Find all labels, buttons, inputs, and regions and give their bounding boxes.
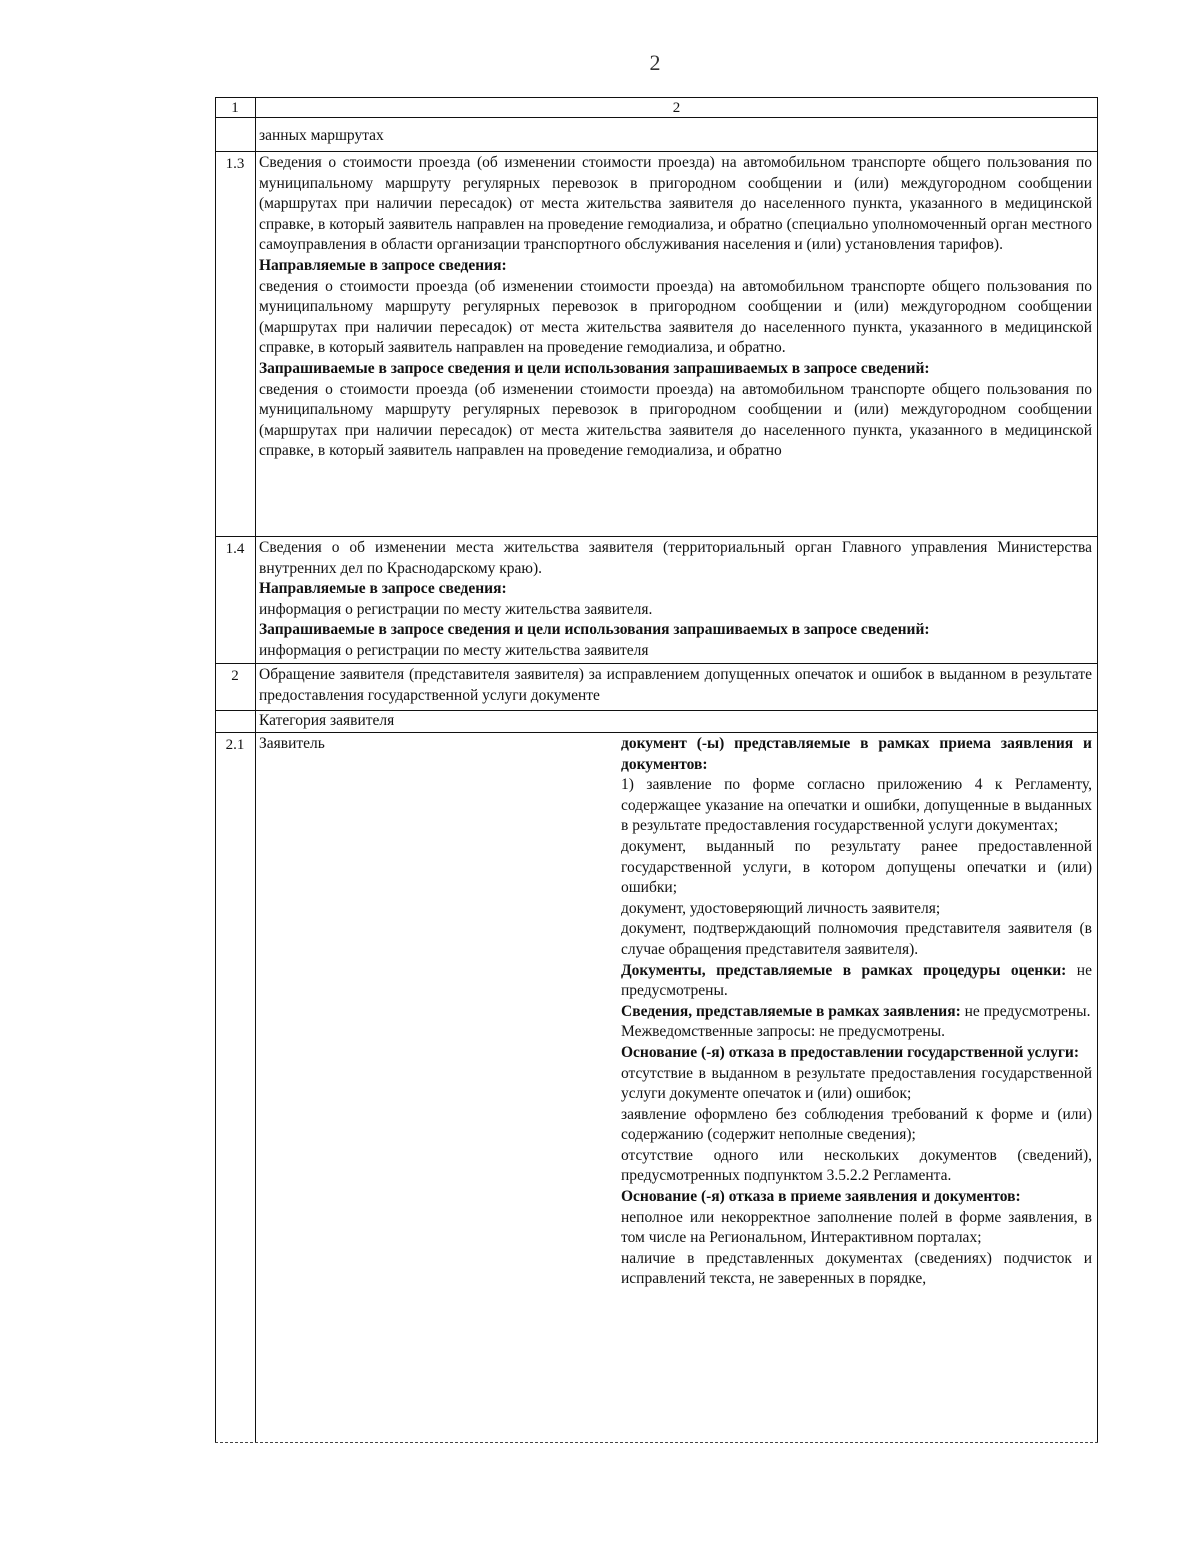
assessment-docs-line [621, 961, 1092, 1002]
table-bottom-border [215, 1442, 1098, 1443]
documents-heading: документ (-ы) представляемые в рамках приема заявления и документов: [621, 735, 1092, 773]
row-1-4-requested-heading: Запрашиваемые в запросе сведения и цели использования запрашиваемых в запросе сведений: [259, 621, 930, 639]
document-item: 1) заявление по форме согласно приложению 4 к Регламенту, содержащее указание на опечатки и ошибки, допущенные в выданных в результате предоставления государственной услуги документах; [621, 776, 1092, 835]
row-number: 1.3 [225, 156, 245, 172]
assessment-docs-value: не предусмотрены. [621, 961, 1092, 1000]
refusal-service-heading: Основание (-я) отказа в предоставлении государственной услуги: [621, 1043, 1080, 1061]
header-col-2: 2 [672, 100, 681, 116]
document-item: документ, выданный по результату ранее предоставленной государственной услуги, в котором допущены опечатки и (или) ошибки; [621, 837, 1092, 897]
row-2-text: Обращение заявителя (представителя заявителя) за исправлением допущенных опечаток и ошибок в выданном в результате предоставления государственной услуги документе [259, 666, 1092, 704]
application-info-value: не предусмотрены. [960, 1002, 1091, 1020]
document-item: документ, удостоверяющий личность заявителя; [621, 899, 941, 917]
table-row-category [215, 710, 1098, 733]
interagency-requests: Межведомственные запросы: не предусмотрены. [621, 1023, 946, 1041]
row-1-4-sent-text: информация о регистрации по месту жительства заявителя. [259, 600, 653, 618]
row-number: 2 [231, 668, 239, 684]
row-1-3-description: Сведения о стоимости проезда (об изменении стоимости проезда) на автомобильном транспорте общего пользования по муниципальному маршруту регулярных перевозок в пригородном сообщении и (или) междугородном сообщении (маршрутах при наличии пересадок) от места жительства заявителя до населенного пункта, указанного в медицинской справке, в который заявитель направлен на проведение гемодиализа, и обратно (специально уполномоченный орган местного самоуправления в области организации транспортного обслуживания населения и (или) установления тарифов). [259, 154, 1092, 254]
table-row-continuation [215, 117, 1098, 152]
table-row-2 [215, 663, 1098, 711]
page-number: 2 [649, 50, 661, 75]
applicant-category-label: Категория заявителя [259, 712, 395, 729]
applicant-label: Заявитель [259, 735, 325, 752]
refusal-acceptance-heading: Основание (-я) отказа в приеме заявления и документов: [621, 1188, 1021, 1206]
table-header-row [215, 97, 1098, 118]
refusal-item: отсутствие в выданном в результате предоставления государственной услуги документе опечаток и (или) ошибок; [621, 1064, 1092, 1103]
row-number: 2.1 [225, 737, 245, 753]
row-1-4-requested-text: информация о регистрации по месту жительства заявителя [259, 641, 649, 659]
application-info-heading: Сведения, представляемые в рамках заявления: [621, 1002, 961, 1020]
row-number: 1.4 [225, 541, 245, 557]
refusal-item: отсутствие одного или нескольких документов (сведений), предусмотренных подпунктом 3.5.2.2 Регламента. [621, 1146, 1092, 1185]
table-row-1-3 [215, 151, 1098, 537]
table-row-2-1 [215, 732, 1098, 1443]
row-1-4-description: Сведения о об изменении места жительства заявителя (территориальный орган Главного управления Министерства внутренних дел по Краснодарскому краю). [259, 539, 1092, 577]
table-row-1-4 [215, 536, 1098, 664]
refusal-item: заявление оформлено без соблюдения требований к форме и (или) содержанию (содержит неполные сведения); [621, 1105, 1092, 1144]
refusal-acceptance-item: неполное или некорректное заполнение полей в форме заявления, в том числе на Региональном, Интерактивном порталах; [621, 1208, 1092, 1247]
row-1-3-requested-heading: Запрашиваемые в запросе сведения и цели использования запрашиваемых в запросе сведений: [259, 359, 930, 377]
row-1-3-sent-heading: Направляемые в запросе сведения: [259, 256, 507, 274]
header-col-1: 1 [231, 100, 239, 116]
application-info-line [621, 1002, 1092, 1023]
assessment-docs-heading: Документы, представляемые в рамках процедуры оценки: [621, 961, 1067, 979]
row-1-3-requested-text: сведения о стоимости проезда (об изменении стоимости проезда) на автомобильном транспорте общего пользования по муниципальному маршруту регулярных перевозок в пригородном сообщении и (или) междугородном сообщении (маршрутах при наличии пересадок) от места жительства заявителя до населенного пункта, указанного в медицинской справке, в который заявитель направлен на проведение гемодиализа, и обратно [259, 380, 1092, 460]
row-1-4-sent-heading: Направляемые в запросе сведения: [259, 580, 507, 598]
continuation-text: занных маршрутах [259, 127, 384, 144]
document-item: документ, подтверждающий полномочия представителя заявителя (в случае обращения представителя заявителя). [621, 920, 1092, 958]
refusal-acceptance-item: наличие в представленных документах (сведениях) подчисток и исправлений текста, не заверенных в порядке, [621, 1249, 1092, 1288]
row-1-3-sent-text: сведения о стоимости проезда (об изменении стоимости проезда) на автомобильном транспорте общего пользования по муниципальному маршруту регулярных перевозок в пригородном сообщении и (или) междугородном сообщении (маршрутах при наличии пересадок) от места жительства заявителя до населенного пункта, указанного в медицинской справке, в который заявитель направлен на проведение гемодиализа, и обратно. [259, 277, 1092, 357]
